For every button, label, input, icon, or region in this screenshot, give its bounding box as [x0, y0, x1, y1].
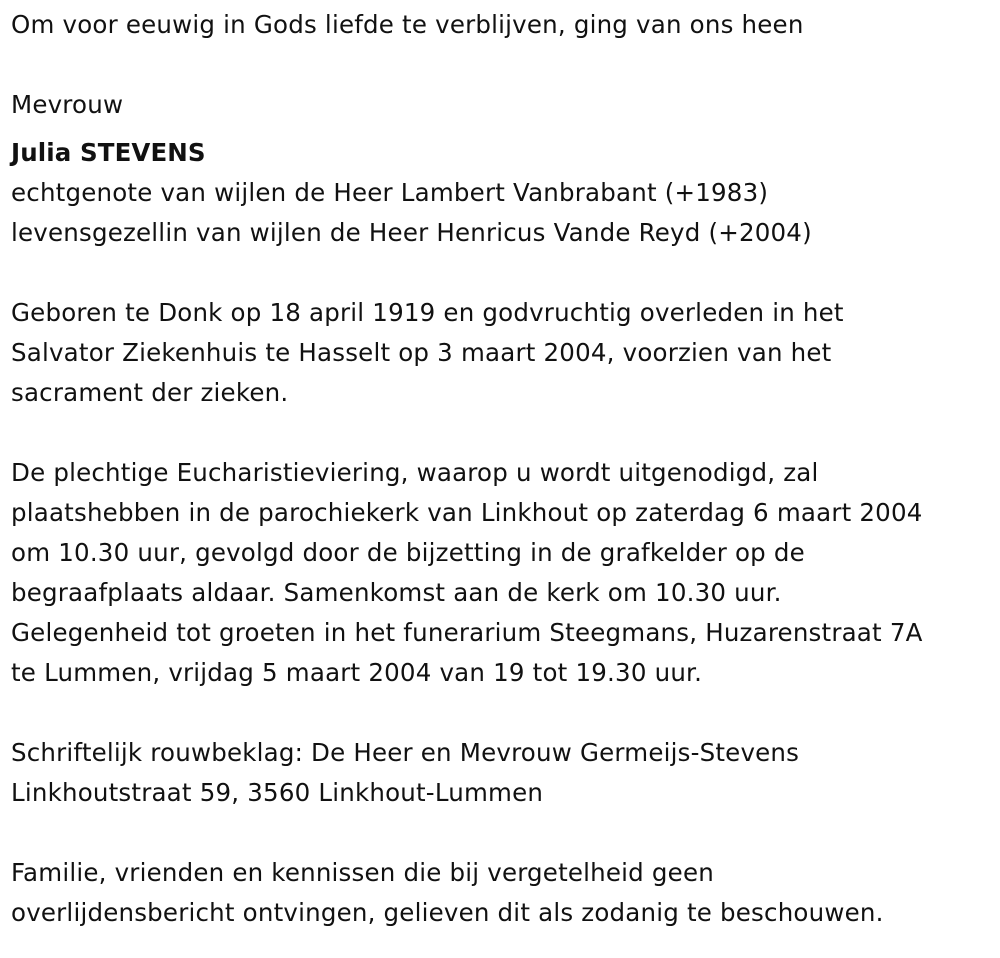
- ceremony-line: begraafplaats aldaar. Samenkomst aan de kerk om 10.30 uur.: [11, 578, 782, 607]
- ceremony-line: om 10.30 uur, gevolgd door de bijzetting in de grafkelder op de: [11, 538, 805, 567]
- birth-death-line: Salvator Ziekenhuis te Hasselt op 3 maart 2004, voorzien van het: [11, 338, 832, 367]
- ceremony-line: Gelegenheid tot groeten in het funerarium Steegmans, Huzarenstraat 7A: [11, 618, 923, 647]
- ceremony-line: plaatshebben in de parochiekerk van Linkhout op zaterdag 6 maart 2004: [11, 498, 923, 527]
- spacer: [11, 125, 996, 133]
- intro-line: Om voor eeuwig in Gods liefde te verblijven, ging van ons heen: [11, 10, 804, 39]
- spacer: [11, 253, 996, 293]
- condolences-line: Schriftelijk rouwbeklag: De Heer en Mevrouw Germeijs-Stevens: [11, 738, 800, 767]
- spacer: [11, 413, 996, 453]
- ceremony-block: [11, 453, 996, 693]
- closing-line: Familie, vrienden en kennissen die bij vergetelheid geen: [11, 858, 714, 887]
- relation-line: echtgenote van wijlen de Heer Lambert Vanbrabant (+1983): [11, 178, 769, 207]
- ceremony-line: De plechtige Eucharistieviering, waarop u wordt uitgenodigd, zal: [11, 458, 819, 487]
- ceremony-line: te Lummen, vrijdag 5 maart 2004 van 19 tot 19.30 uur.: [11, 658, 703, 687]
- birth-death-line: Geboren te Donk op 18 april 1919 en godvruchtig overleden in het: [11, 298, 844, 327]
- closing-line: overlijdensbericht ontvingen, gelieven dit als zodanig te beschouwen.: [11, 898, 884, 927]
- spacer: [11, 813, 996, 853]
- deceased-name: Julia STEVENS: [11, 138, 206, 167]
- title-line: Mevrouw: [11, 90, 124, 119]
- birth-death-line: sacrament der zieken.: [11, 378, 289, 407]
- spacer: [11, 45, 996, 85]
- relation-line: levensgezellin van wijlen de Heer Henricus Vande Reyd (+2004): [11, 218, 812, 247]
- death-notice: [11, 5, 996, 933]
- relations-block: [11, 173, 996, 253]
- condolences-block: [11, 733, 996, 813]
- spacer: [11, 693, 996, 733]
- birth-death-block: [11, 293, 996, 413]
- closing-block: [11, 853, 996, 933]
- condolences-address: Linkhoutstraat 59, 3560 Linkhout-Lummen: [11, 778, 544, 807]
